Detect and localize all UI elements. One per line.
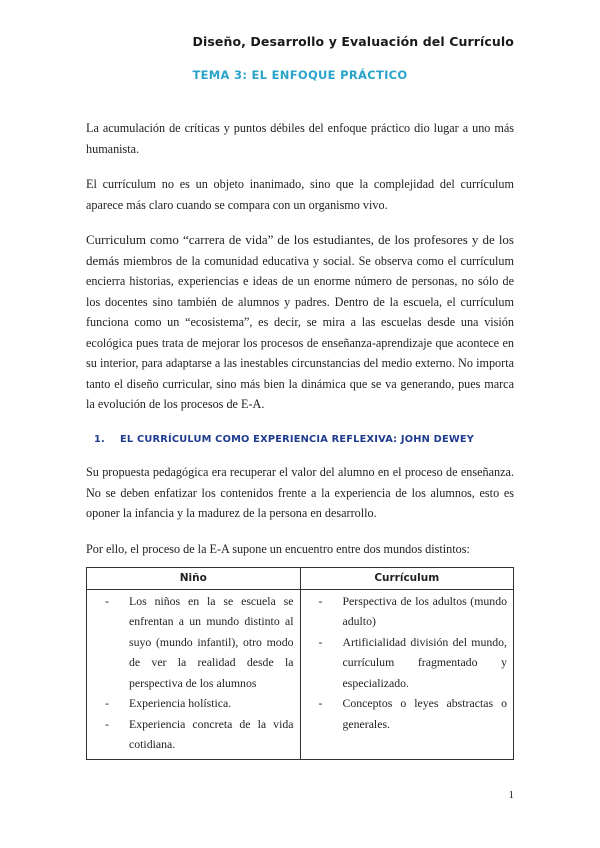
table-header-nino: Niño — [87, 568, 301, 590]
list-item: - Artificialidad división del mundo, currículum fragmentado y especializado. — [307, 632, 508, 694]
document-body — [86, 118, 514, 760]
list-item: - Experiencia holística. — [93, 693, 294, 714]
curriculum-list — [307, 591, 508, 735]
list-item: - Los niños en la se escuela se enfrentan a un mundo distinto al suyo (mundo infantil), otro modo de ver la realidad desde la perspectiva de los alumnos — [93, 591, 294, 694]
table-header-curriculum: Currículum — [300, 568, 514, 590]
topic-title: TEMA 3: EL ENFOQUE PRÁCTICO — [192, 68, 408, 82]
paragraph-organism: El currículum no es un objeto inanimado, sino que la complejidad del currículum aparece más claro cuando se compara con un organismo vivo. — [86, 177, 514, 212]
table-cell-nino — [87, 589, 301, 759]
paragraph-ecosystem — [86, 230, 514, 415]
paragraph-intro: La acumulación de críticas y puntos débiles del enfoque práctico dio lugar a uno más humanista. — [86, 121, 514, 156]
comparison-table — [86, 567, 514, 760]
table-row — [87, 589, 514, 759]
page-number: 1 — [508, 789, 514, 801]
document-header-title: Diseño, Desarrollo y Evaluación del Currículo — [192, 34, 514, 49]
nino-list — [93, 591, 294, 755]
paragraph-two-worlds: Por ello, el proceso de la E-A supone un encuentro entre dos mundos distintos: — [86, 541, 470, 556]
table-cell-curriculum — [300, 589, 514, 759]
section-number: 1. — [94, 433, 105, 445]
table-header-row — [87, 568, 514, 590]
section-heading-dewey — [86, 430, 514, 451]
list-item: - Conceptos o leyes abstractas o generales. — [307, 693, 508, 734]
paragraph-ecosystem-lead: Curriculum como “carrera de vida” de los estudiantes, de los profesores y de los demás — [86, 232, 514, 268]
paragraph-ecosystem-rest: miembros de la comunidad educativa y social. Se observa como el currículum encierra historias, experiencias e ideas de un enorme número de personas, no sólo de los docentes sino también de alumnos y padres. Dentro de la escuela, el currículum funciona como un “ecosistema”, es decir, se mira a las escuelas desde una visión ecológica pues trata de mejorar los procesos de enseñanza-aprendizaje que acontece en su interior, para adaptarse a las inestables circunstancias del medio externo. No importa tanto el diseño curricular, sino más bien la dinámica que se va generando, pues marca la evolución de los procesos de E-A. — [86, 253, 515, 411]
section-title: EL CURRÍCULUM COMO EXPERIENCIA REFLEXIVA: JOHN DEWEY — [120, 433, 475, 445]
list-item: - Experiencia concreta de la vida cotidiana. — [93, 714, 294, 755]
paragraph-dewey-proposal: Su propuesta pedagógica era recuperar el valor del alumno en el proceso de enseñanza. No se deben enfatizar los contenidos frente a la experiencia de los alumnos, esto es oponer la infancia y la madurez de la persona en desarrollo. — [86, 465, 514, 520]
list-item: - Perspectiva de los adultos (mundo adulto) — [307, 591, 508, 632]
